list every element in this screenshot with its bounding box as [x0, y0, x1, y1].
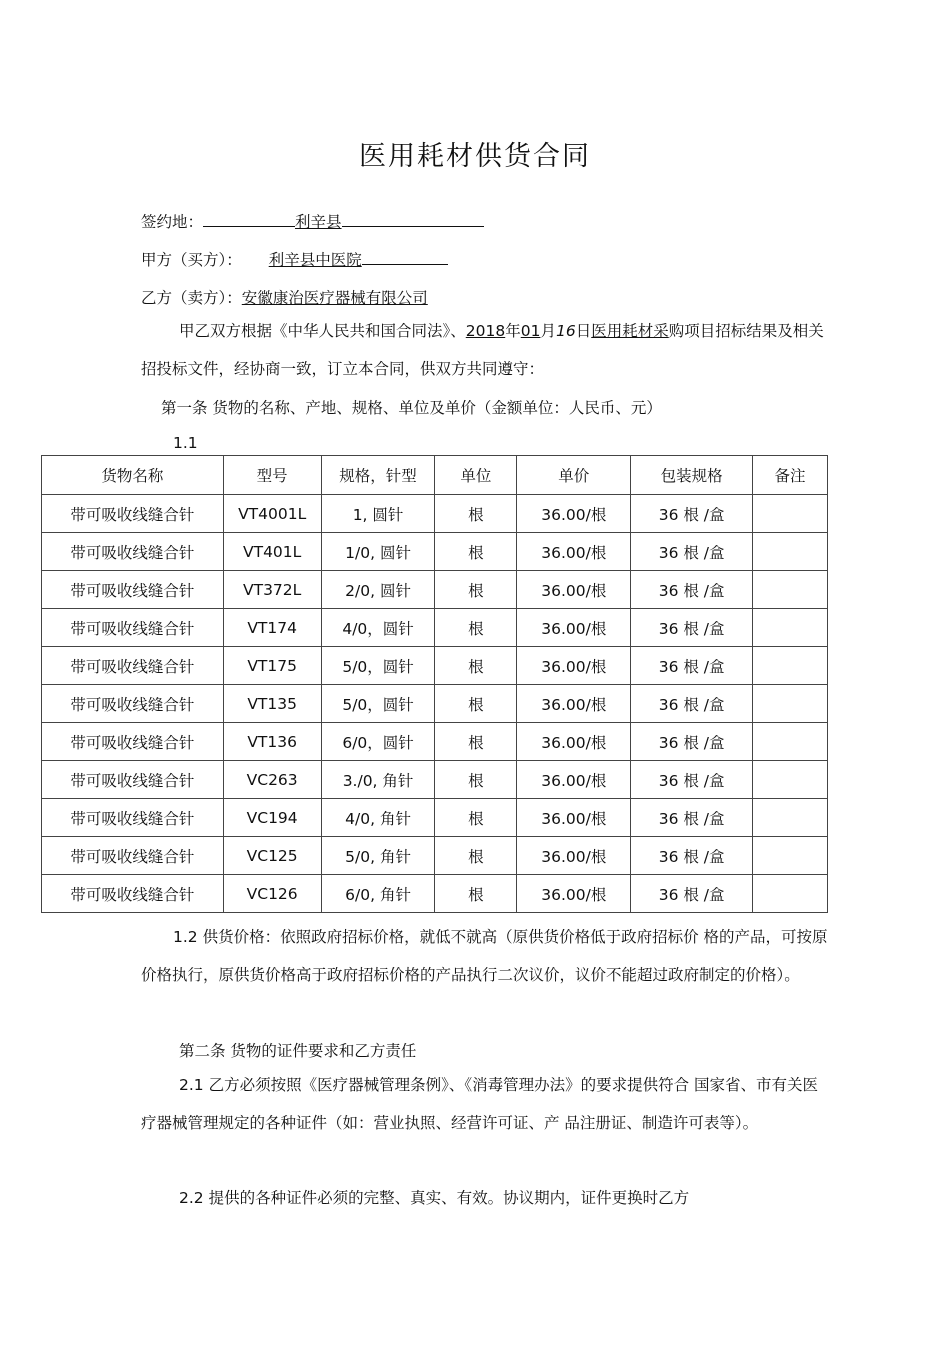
- section-2-1-paragraph: 2.1 乙方必须按照《医疗器械管理条例》、《消毒管理办法》的要求提供符合 国家省、市有关医疗器械管理规定的各种证件（如：营业执照、经营许可证、产 品注册证、制造许可表等）。: [141, 1076, 819, 1132]
- table-cell: 36.00/根: [517, 799, 631, 837]
- table-cell: 6/0，圆针: [321, 723, 435, 761]
- table-cell: [753, 571, 828, 609]
- table-row: [42, 875, 828, 913]
- table-cell: VT174: [223, 609, 321, 647]
- table-row: [42, 761, 828, 799]
- table-header-cell: 型号: [223, 456, 321, 495]
- table-cell: VT136: [223, 723, 321, 761]
- section-1-1-label: 1.1: [173, 434, 198, 452]
- table-cell: 36 根 /盒: [631, 495, 753, 533]
- intro-day-unit: 日: [575, 322, 592, 340]
- table-cell: 带可吸收线缝合针: [42, 875, 224, 913]
- table-cell: [753, 799, 828, 837]
- table-cell: [753, 761, 828, 799]
- party-a-value: 利辛县中医院: [268, 251, 362, 269]
- table-cell: 带可吸收线缝合针: [42, 609, 224, 647]
- table-row: [42, 799, 828, 837]
- table-cell: 带可吸收线缝合针: [42, 571, 224, 609]
- table-cell: VC126: [223, 875, 321, 913]
- table-header-cell: 包装规格: [631, 456, 753, 495]
- party-b-value: 安徽康治医疗器械有限公司: [241, 289, 428, 307]
- table-cell: VT401L: [223, 533, 321, 571]
- table-cell: VC263: [223, 761, 321, 799]
- table-cell: 36.00/根: [517, 495, 631, 533]
- table-row: [42, 533, 828, 571]
- article-1-heading: 第一条 货物的名称、产地、规格、单位及单价（金额单位：人民币、元）: [161, 399, 662, 417]
- table-cell: 36 根 /盒: [631, 837, 753, 875]
- table-cell: [753, 533, 828, 571]
- table-cell: 根: [435, 799, 517, 837]
- table-header-cell: 单价: [517, 456, 631, 495]
- table-cell: [753, 723, 828, 761]
- table-cell: 根: [435, 533, 517, 571]
- intro-project: 医用耗材采: [591, 322, 669, 340]
- table-cell: VC194: [223, 799, 321, 837]
- table-cell: 5/0，圆针: [321, 685, 435, 723]
- table-cell: 根: [435, 723, 517, 761]
- table-cell: 5/0, 角针: [321, 837, 435, 875]
- table-cell: [753, 609, 828, 647]
- table-cell: VT4001L: [223, 495, 321, 533]
- table-cell: 根: [435, 837, 517, 875]
- table-cell: 5/0，圆针: [321, 647, 435, 685]
- table-cell: 根: [435, 495, 517, 533]
- table-cell: 36.00/根: [517, 533, 631, 571]
- table-cell: 带可吸收线缝合针: [42, 761, 224, 799]
- table-cell: [753, 685, 828, 723]
- table-cell: 36.00/根: [517, 571, 631, 609]
- table-cell: 36 根 /盒: [631, 685, 753, 723]
- section-2-2-paragraph: 2.2 提供的各种证件必须的完整、真实、有效。协议期内，证件更换时乙方: [179, 1189, 690, 1207]
- table-header-row: [42, 456, 828, 495]
- table-cell: 根: [435, 761, 517, 799]
- table-cell: 36.00/根: [517, 723, 631, 761]
- table-cell: 36 根 /盒: [631, 799, 753, 837]
- contract-title: 医用耗材供货合同: [359, 141, 591, 172]
- intro-text: 甲乙双方根据《中华人民共和国合同法》、: [179, 322, 466, 340]
- table-cell: 带可吸收线缝合针: [42, 647, 224, 685]
- table-cell: 1/0, 圆针: [321, 533, 435, 571]
- table-cell: 36 根 /盒: [631, 533, 753, 571]
- table-cell: 4/0, 角针: [321, 799, 435, 837]
- table-cell: 1, 圆针: [321, 495, 435, 533]
- table-cell: 3./0, 角针: [321, 761, 435, 799]
- table-cell: 根: [435, 875, 517, 913]
- intro-month: 01: [520, 322, 541, 340]
- blank-line: [342, 212, 484, 227]
- blank-line: [362, 250, 448, 265]
- table-cell: VT135: [223, 685, 321, 723]
- party-a-label: 甲方（买方）：: [141, 251, 242, 269]
- table-cell: 带可吸收线缝合针: [42, 837, 224, 875]
- table-row: [42, 837, 828, 875]
- table-cell: 根: [435, 685, 517, 723]
- table-cell: 36 根 /盒: [631, 571, 753, 609]
- table-cell: 根: [435, 571, 517, 609]
- table-row: [42, 495, 828, 533]
- table-cell: 36.00/根: [517, 609, 631, 647]
- article-2-heading: 第二条 货物的证件要求和乙方责任: [179, 1042, 417, 1060]
- table-cell: 36.00/根: [517, 837, 631, 875]
- blank-line: [203, 212, 295, 227]
- table-header-cell: 规格，针型: [321, 456, 435, 495]
- intro-year: 2018: [465, 322, 506, 340]
- party-b-line: [141, 286, 428, 308]
- table-cell: VC125: [223, 837, 321, 875]
- table-cell: 带可吸收线缝合针: [42, 685, 224, 723]
- table-row: [42, 647, 828, 685]
- table-cell: 4/0，圆针: [321, 609, 435, 647]
- table-row: [42, 685, 828, 723]
- table-header-cell: 备注: [753, 456, 828, 495]
- table-cell: 带可吸收线缝合针: [42, 495, 224, 533]
- section-1-2-paragraph: 1.2 供货价格：依照政府招标价格，就低不就高（原供货价格低于政府招标价 格的产品，可按原价格执行，原供货价格高于政府招标价格的产品执行二次议价，议价不能超过政府制定的价格）。: [141, 928, 828, 984]
- table-row: [42, 723, 828, 761]
- sign-place-line: [141, 210, 484, 232]
- table-row: [42, 609, 828, 647]
- table-cell: 36.00/根: [517, 761, 631, 799]
- table-cell: 带可吸收线缝合针: [42, 533, 224, 571]
- table-cell: 根: [435, 609, 517, 647]
- table-row: [42, 571, 828, 609]
- table-cell: 36.00/根: [517, 875, 631, 913]
- table-cell: 6/0, 角针: [321, 875, 435, 913]
- sign-place-label: 签约地：: [141, 213, 204, 231]
- table-cell: 带可吸收线缝合针: [42, 799, 224, 837]
- table-header-cell: 单位: [435, 456, 517, 495]
- table-cell: 36 根 /盒: [631, 761, 753, 799]
- intro-day: 16: [555, 322, 576, 340]
- intro-text-2: 购项目招标结果及相关招投标文件，经协商一致，订立本合同，供双方共同遵守：: [141, 322, 824, 378]
- table-cell: 36 根 /盒: [631, 647, 753, 685]
- table-cell: 36.00/根: [517, 647, 631, 685]
- intro-month-unit: 月: [540, 322, 556, 340]
- table-header-cell: 货物名称: [42, 456, 224, 495]
- table-cell: [753, 837, 828, 875]
- table-cell: [753, 875, 828, 913]
- table-cell: [753, 647, 828, 685]
- table-cell: 36 根 /盒: [631, 875, 753, 913]
- table-cell: 36 根 /盒: [631, 609, 753, 647]
- table-cell: 根: [435, 647, 517, 685]
- table-cell: VT372L: [223, 571, 321, 609]
- table-cell: 36.00/根: [517, 685, 631, 723]
- sign-place-value: 利辛县: [295, 213, 342, 231]
- intro-year-unit: 年: [505, 322, 521, 340]
- party-a-line: [141, 248, 448, 270]
- table-cell: 36 根 /盒: [631, 723, 753, 761]
- table-cell: 带可吸收线缝合针: [42, 723, 224, 761]
- party-b-label: 乙方（卖方）：: [141, 289, 242, 307]
- table-cell: [753, 495, 828, 533]
- goods-table: [41, 455, 828, 913]
- intro-paragraph: [141, 312, 831, 388]
- table-cell: VT175: [223, 647, 321, 685]
- table-cell: 2/0, 圆针: [321, 571, 435, 609]
